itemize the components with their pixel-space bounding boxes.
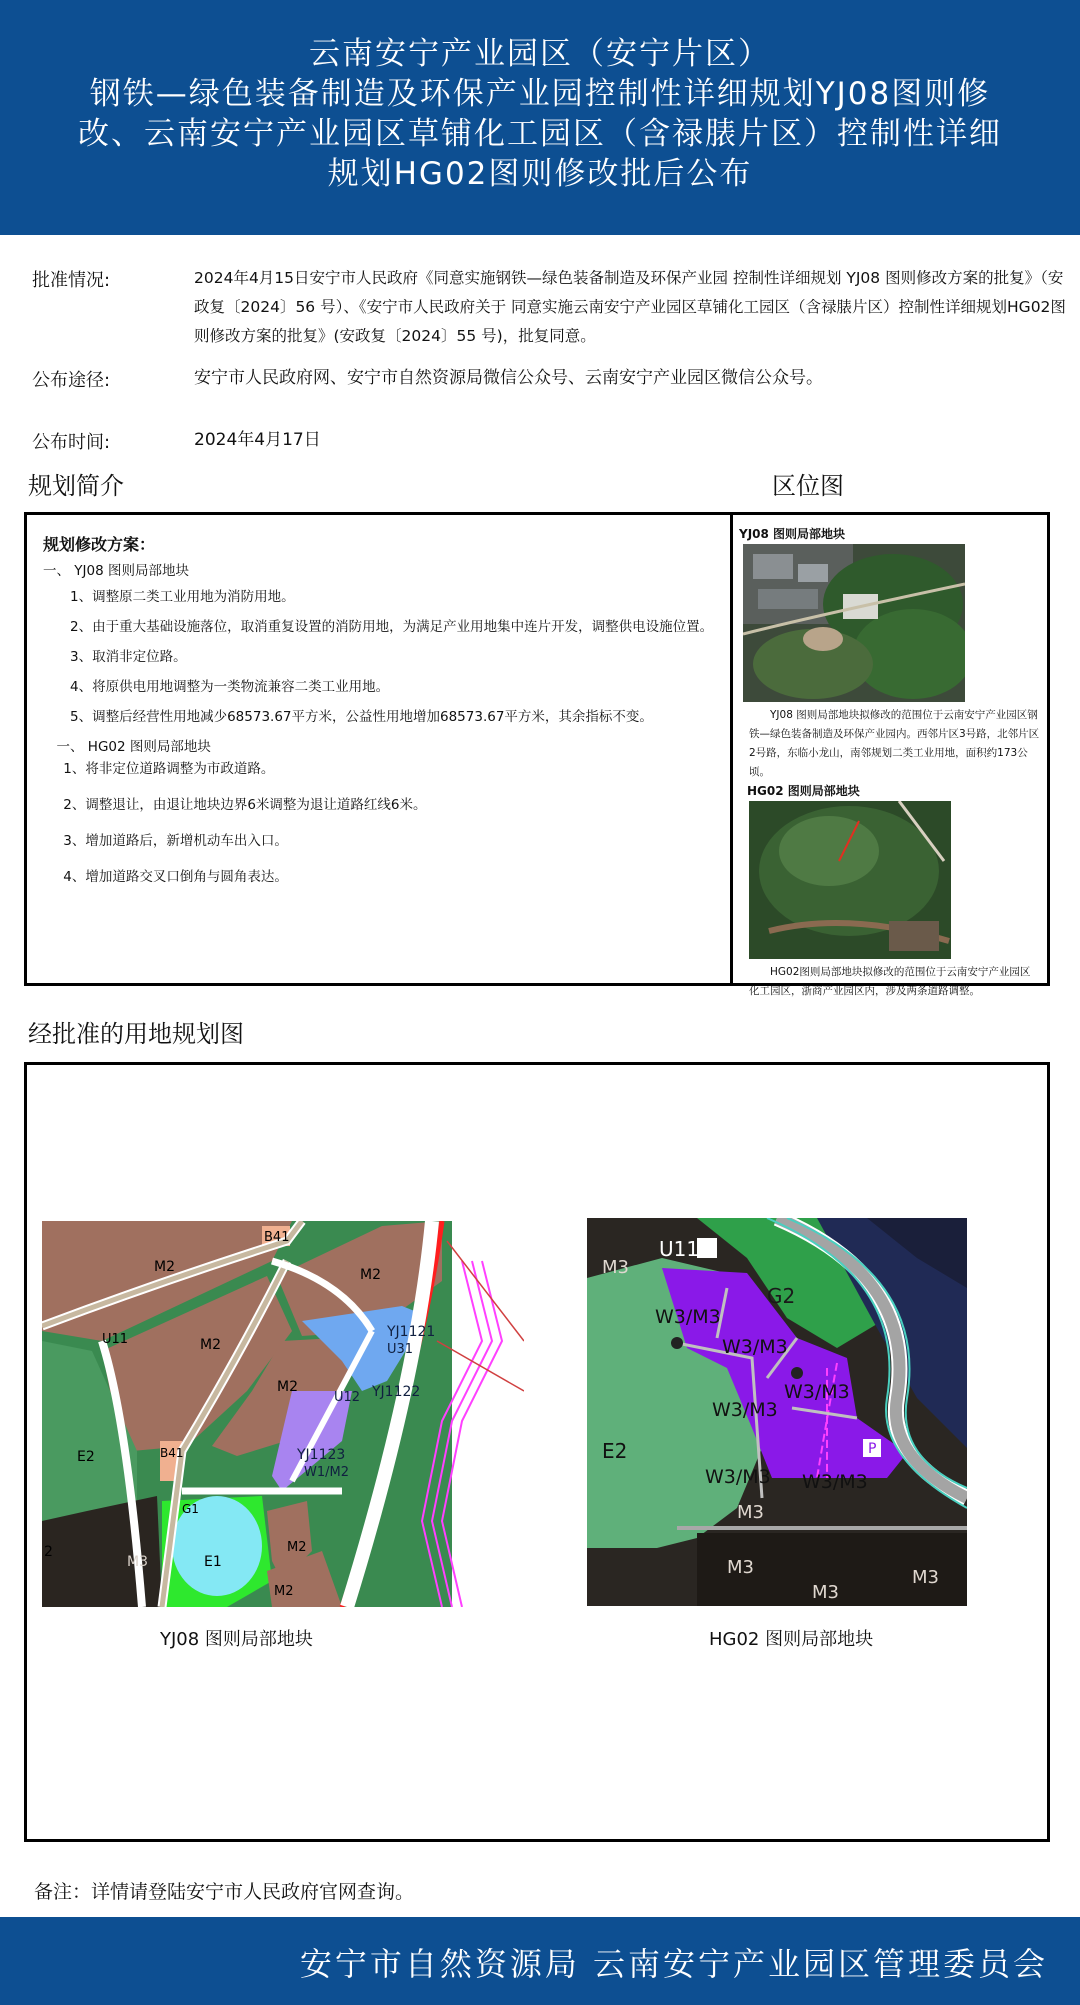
hg02-label: W3/M3 [802,1471,868,1493]
footer-banner [0,1917,1080,2005]
yj08-label: M2 [154,1259,175,1275]
title-line-2: 钢铁—绿色装备制造及环保产业园控制性详细规划YJ08图则修 [89,76,991,112]
yj08-label: G1 [182,1502,199,1516]
yj08-label: E2 [77,1449,95,1465]
hg02-label: W3/M3 [784,1381,850,1403]
plan-content [43,535,723,887]
plan-item: 2、由于重大基础设施落位，取消重复设置的消防用地，为满足产业用地集中连片开发，调整供电设施位置。 [70,619,714,635]
parking-icon: P [868,1441,877,1457]
box-divider [730,515,733,983]
location-content [739,525,1044,1001]
landuse-section-title: 经批准的用地规划图 [28,1020,244,1048]
yj08-landuse-map [42,1221,524,1607]
plan-item: 1、将非定位道路调整为市政道路。 [63,761,275,777]
yj08-label: YJ1123 [297,1447,346,1463]
hg02-label: M3 [912,1567,939,1588]
time-text: 2024年4月17日 [194,430,321,450]
time-label: 公布时间: [32,432,111,453]
yj08-label: M2 [274,1584,294,1599]
plan-item: 4、增加道路交叉口倒角与圆角表达。 [63,869,288,885]
yj08-label: YJ1121 [387,1324,436,1340]
header-banner [0,0,1080,235]
intro-section-title: 规划简介 [28,472,124,500]
yj08-label: YJ1122 [372,1384,421,1400]
hg02-landuse-map [587,1218,967,1606]
yj08-label: M2 [200,1337,221,1353]
plan-item: 1、调整原二类工业用地为消防用地。 [70,589,295,605]
yj08-label: U12 [334,1390,361,1405]
hg02-map-svg [587,1218,967,1606]
hg02-label: M3 [737,1502,764,1523]
yj08-label: B41 [264,1230,290,1245]
yj08-map-svg [42,1221,524,1607]
hg02-location-desc: HG02图则局部地块拟修改的范围位于云南安宁产业园区化工园区，浙商产业园区内，涉及两条道路调整。 [749,966,1031,997]
footnote: 备注：详情请登陆安宁市人民政府官网查询。 [34,1881,415,1903]
title-line-4: 规划HG02图则修改批后公布 [327,156,753,192]
hg02-label: W3/M3 [655,1306,721,1328]
hg02-label: M3 [727,1557,754,1578]
channel-label: 公布途径: [32,370,111,391]
yj08-label: E1 [204,1554,222,1570]
approval-label: 批准情况: [32,270,111,291]
yj08-label: U11 [102,1332,129,1347]
hg02-label: W3/M3 [705,1466,771,1488]
hg02-label: E2 [602,1439,628,1463]
yj08-label: M3 [127,1554,148,1570]
yj08-label: M2 [360,1267,381,1283]
yj08-label: M2 [277,1379,298,1395]
plan-part1-title: 一、 YJ08 图则局部地块 [43,563,189,579]
title-line-1: 云南安宁产业园区（安宁片区） [309,36,771,72]
plan-intro-box [24,512,1050,997]
plan-item: 3、取消非定位路。 [70,649,187,665]
plan-item: 2、调整退让，由退让地块边界6米调整为退让道路红线6米。 [63,797,427,813]
plan-item: 5、调整后经营性用地减少68573.67平方米，公益性用地增加68573.67平方米，其余指标不变。 [70,709,653,725]
yj08-label: 2 [44,1544,53,1560]
hg02-location-title: HG02 图则局部地块 [747,784,860,798]
plan-heading: 规划修改方案： [43,535,156,554]
footer-text: 安宁市自然资源局 云南安宁产业园区管理委员会 [299,1945,1048,1983]
hg02-map-caption: HG02 图则局部地块 [709,1629,874,1650]
hg02-label: W3/M3 [722,1336,788,1358]
yj08-label: M2 [287,1540,307,1555]
yj08-label: W1/M2 [304,1465,349,1480]
title-line-3: 改、云南安宁产业园区草铺化工园区（含禄脿片区）控制性详细 [78,116,1002,152]
landuse-box [24,1062,1050,1842]
plan-part2-title: 一、 HG02 图则局部地块 [56,739,211,755]
plan-item: 3、增加道路后，新增机动车出入口。 [63,833,288,849]
channel-text: 安宁市人民政府网、安宁市自然资源局微信公众号、云南安宁产业园区微信公众号。 [194,368,823,388]
yj08-label: U31 [387,1342,414,1357]
plan-item: 4、将原供电用地调整为一类物流兼容二类工业用地。 [70,679,390,695]
hg02-label: G2 [767,1284,796,1308]
yj08-map-caption: YJ08 图则局部地块 [160,1629,313,1650]
yj08-location-title: YJ08 图则局部地块 [739,527,846,541]
hg02-label: W3/M3 [712,1399,778,1421]
location-section-title: 区位图 [772,472,844,500]
yj08-label: B41 [160,1446,184,1460]
hg02-label: M3 [602,1257,629,1278]
approval-text: 2024年4月15日安宁市人民政府《同意实施钢铁—绿色装备制造及环保产业园 控制性详细规划 YJ08 图则修改方案的批复》（安政复〔2024〕56 号）、《安宁市人民政府关于 同意实施云南安宁产业园区草铺化工园区（含禄脿片区）控制性详细规划HG02图则修改方案的批复》(安政复〔2024〕55 号)，批复同意。 [194,269,1066,345]
hg02-label: U11 [659,1237,700,1261]
hg02-label: M3 [812,1582,839,1603]
yj08-satellite-image [743,544,965,702]
yj08-location-desc: YJ08 图则局部地块拟修改的范围位于云南安宁产业园区钢铁—绿色装备制造及环保产业园内。西邻片区3号路，北邻片区2号路，东临小龙山，南邻规划二类工业用地，面积约173公顷。 [749,709,1040,778]
hg02-satellite-image [749,801,951,959]
